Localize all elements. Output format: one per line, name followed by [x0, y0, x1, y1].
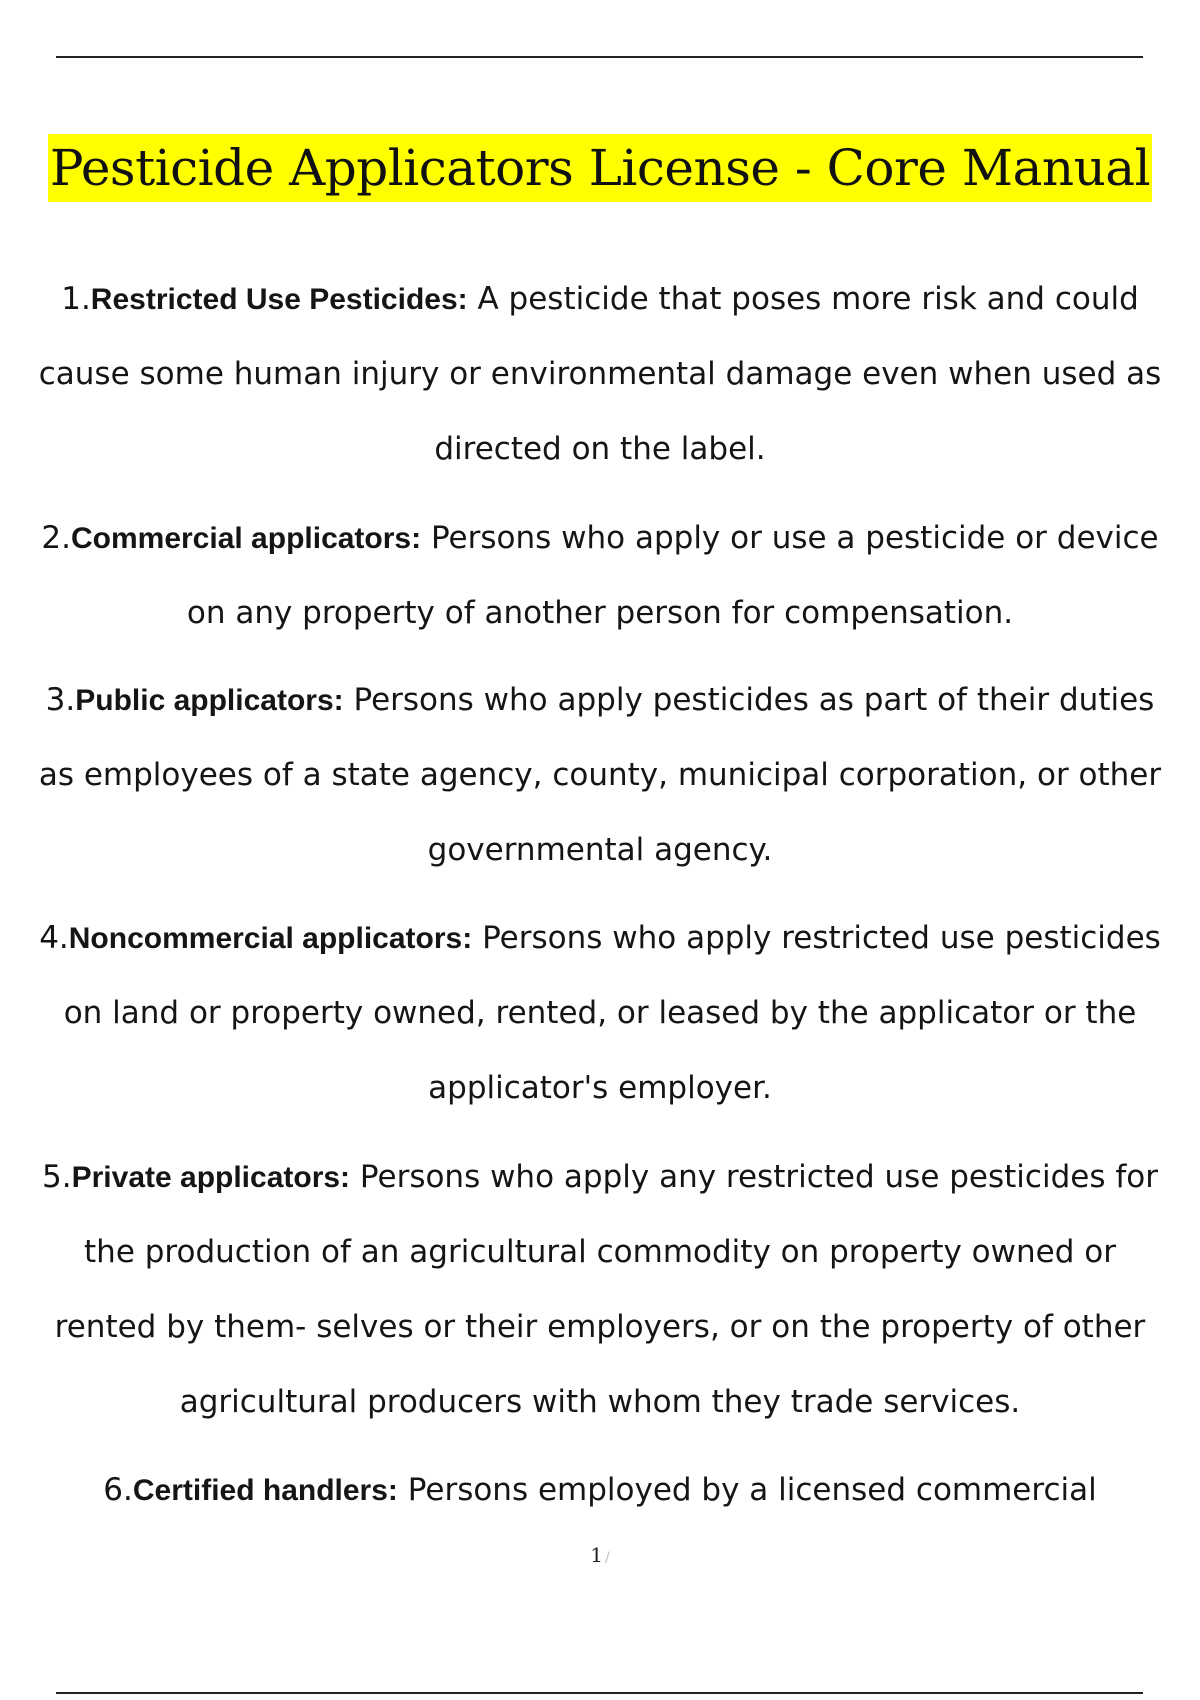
item-number: 1. [61, 281, 91, 317]
title-container [0, 134, 1200, 202]
definition-item [30, 262, 1170, 487]
definition-item [30, 501, 1170, 651]
item-term: Private applicators: [71, 1161, 351, 1194]
item-number: 3. [45, 682, 76, 718]
page-title: Pesticide Applicators License - Core Manual [48, 134, 1152, 202]
definition-item [30, 1453, 1170, 1528]
item-term: Public applicators: [75, 684, 344, 717]
bottom-divider [56, 1692, 1143, 1694]
item-definition: Persons employed by a licensed commercial [407, 1472, 1097, 1508]
item-term: Commercial applicators: [70, 522, 422, 555]
definition-item [30, 901, 1170, 1126]
item-definition: Persons who apply restricted use pesticides on land or property owned, rented, or leased by the applicator or the applicator's employer. [63, 920, 1161, 1106]
definition-item [30, 1140, 1170, 1440]
item-number: 4. [39, 920, 69, 956]
item-definition: Persons who apply any restricted use pesticides for the production of an agricultural commodity on property owned or rented by them- selves or their employers, or on the property of other agricultural producers with whom they trade services. [54, 1159, 1158, 1420]
item-number: 5. [42, 1159, 72, 1195]
item-definition: A pesticide that poses more risk and could cause some human injury or environmental damage even when used as directed on the label. [38, 281, 1162, 467]
item-definition: Persons who apply or use a pesticide or device on any property of another person for compensation. [186, 520, 1159, 631]
item-number: 2. [41, 520, 71, 556]
page-number [0, 1543, 1200, 1567]
item-term: Noncommercial applicators: [68, 922, 473, 955]
item-number: 6. [103, 1472, 133, 1508]
page-number-value: 1 [590, 1543, 603, 1567]
item-term: Certified handlers: [132, 1474, 398, 1507]
page-number-suffix: / [605, 1550, 610, 1566]
top-divider [56, 56, 1143, 58]
item-term: Restricted Use Pesticides: [90, 283, 468, 316]
item-definition: Persons who apply pesticides as part of their duties as employees of a state agency, county, municipal corporation, or other governmental agency. [38, 682, 1162, 868]
definition-item [30, 663, 1170, 888]
